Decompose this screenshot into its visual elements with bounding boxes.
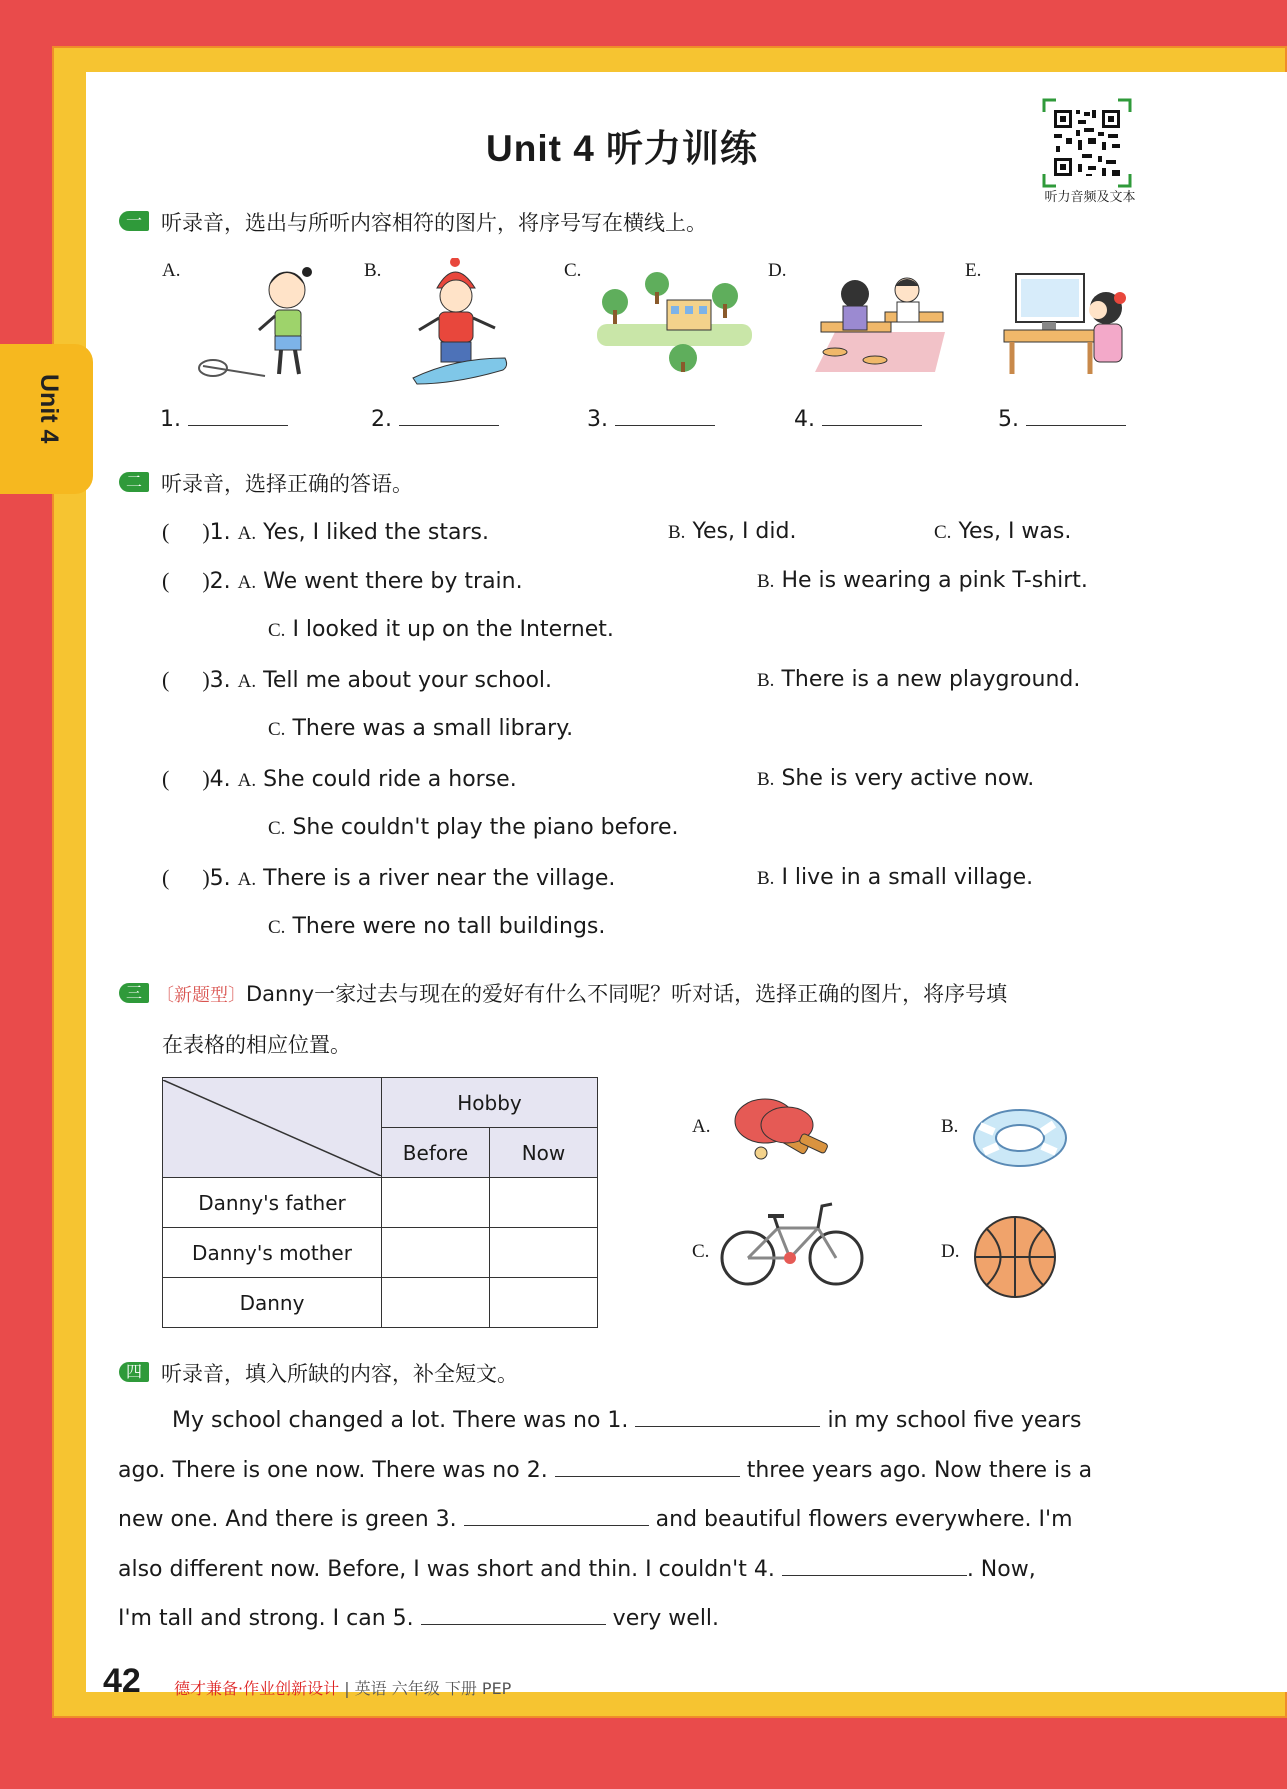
q5-option-b-wrap: B. I live in a small village.: [757, 865, 1034, 890]
unit-side-tab: [0, 344, 93, 494]
blank-3[interactable]: [587, 407, 715, 432]
hobby-pic-label-b: B.: [941, 1116, 959, 1137]
mother-before-cell[interactable]: [382, 1228, 490, 1278]
passage-blank-3[interactable]: [464, 1525, 649, 1526]
qr-code-icon[interactable]: [1042, 98, 1132, 188]
passage-blank-1[interactable]: [635, 1426, 820, 1427]
q4-option-c: She couldn't play the piano before.: [292, 815, 679, 840]
question-5: ( )5. A. There is a river near the village.: [162, 865, 616, 891]
hobby-pic-label-c: C.: [692, 1241, 710, 1262]
passage-text: new one. And there is green 3.: [118, 1507, 457, 1532]
passage-line-1: [118, 1408, 1214, 1433]
page-number: 42: [103, 1662, 141, 1700]
passage-blank-5[interactable]: [421, 1624, 606, 1625]
section-3-instruction-line1: Danny一家过去与现在的爱好有什么不同呢？听对话，选择正确的图片，将序号填: [246, 982, 1008, 1006]
section-3-badge: 三: [119, 983, 149, 1003]
passage-line-5: [118, 1606, 1160, 1631]
blank-4[interactable]: [794, 407, 922, 432]
girl-badminton-illustration: [195, 258, 330, 383]
footer-brand-name: 德才兼备·作业创新设计: [174, 1679, 340, 1698]
section-3-instruction: [156, 978, 1007, 1008]
qr-caption: 听力音频及文本: [1044, 190, 1136, 205]
girl-computer-illustration: [1002, 268, 1130, 376]
answer-bracket[interactable]: ( ): [162, 519, 210, 544]
passage-text: and beautiful flowers everywhere. I'm: [655, 1507, 1073, 1532]
blank-2[interactable]: [371, 407, 499, 432]
question-2: ( )2. A. We went there by train.: [162, 568, 523, 594]
q3-option-c: There was a small library.: [292, 716, 574, 741]
hobby-pic-label-d: D.: [941, 1241, 960, 1262]
hobby-header: Hobby: [382, 1078, 598, 1128]
danny-now-cell[interactable]: [490, 1278, 598, 1328]
question-5-number: 5.: [209, 866, 231, 891]
new-question-type-tag: 〔新题型〕: [156, 985, 246, 1006]
q5-option-b: I live in a small village.: [781, 865, 1034, 890]
passage-text: three years ago. Now there is a: [746, 1458, 1093, 1483]
bicycle-icon: [718, 1198, 866, 1290]
q5-option-c-wrap: C. There were no tall buildings.: [268, 914, 606, 939]
passage-text: ago. There is one now. There was no 2.: [118, 1458, 548, 1483]
q5-option-a: There is a river near the village.: [263, 866, 616, 891]
hobby-pic-label-a: A.: [692, 1116, 711, 1137]
passage-blank-2[interactable]: [555, 1476, 740, 1477]
boy-skateboard-illustration: [405, 258, 515, 386]
section-1-badge: 一: [119, 211, 149, 231]
question-4-number: 4.: [209, 767, 231, 792]
unit-side-tab-label: Unit 4: [35, 374, 63, 444]
classroom-illustration: [815, 272, 945, 372]
page-title: Unit 4 听力训练: [486, 128, 759, 169]
danny-before-cell[interactable]: [382, 1278, 490, 1328]
q4-option-b-wrap: B. She is very active now.: [757, 766, 1035, 791]
q1-option-c-wrap: C. Yes, I was.: [934, 519, 1072, 544]
father-before-cell[interactable]: [382, 1178, 490, 1228]
hobby-table: [162, 1077, 598, 1328]
section-2-instruction: 听录音，选择正确的答语。: [161, 472, 413, 496]
row-label-mother: Danny's mother: [163, 1228, 382, 1278]
passage-text: I'm tall and strong. I can 5.: [118, 1606, 414, 1631]
row-label-danny: Danny: [163, 1278, 382, 1328]
pic-label-a: A.: [162, 260, 181, 281]
q1-option-b-wrap: B. Yes, I did.: [668, 519, 797, 544]
question-3: ( )3. A. Tell me about your school.: [162, 667, 553, 693]
q5-option-c: There were no tall buildings.: [292, 914, 606, 939]
q2-option-c: I looked it up on the Internet.: [292, 617, 614, 642]
passage-text: in my school five years: [827, 1408, 1082, 1433]
pic-label-d: D.: [768, 260, 787, 281]
q2-option-b: He is wearing a pink T-shirt.: [781, 568, 1088, 593]
ping-pong-paddles-icon: [725, 1093, 835, 1165]
q3-option-b: There is a new playground.: [781, 667, 1081, 692]
school-park-illustration: [597, 272, 752, 372]
section-3-instruction-line2: 在表格的相应位置。: [162, 1033, 351, 1057]
section-2-badge: 二: [119, 472, 149, 492]
passage-line-4: [118, 1557, 1160, 1582]
q4-option-c-wrap: C. She couldn't play the piano before.: [268, 815, 679, 840]
question-2-number: 2.: [209, 569, 231, 594]
q2-option-b-wrap: B. He is wearing a pink T-shirt.: [757, 568, 1088, 593]
q1-option-b: Yes, I did.: [692, 519, 797, 544]
swim-ring-icon: [970, 1104, 1070, 1172]
answer-bracket[interactable]: ( ): [162, 568, 210, 593]
answer-bracket[interactable]: ( ): [162, 667, 210, 692]
passage-text: My school changed a lot. There was no 1.: [172, 1408, 629, 1433]
row-label-father: Danny's father: [163, 1178, 382, 1228]
blank-5[interactable]: [998, 407, 1126, 432]
blank-1-label: 1.: [160, 407, 181, 432]
blank-4-label: 4.: [794, 407, 815, 432]
q2-option-c-wrap: C. I looked it up on the Internet.: [268, 617, 614, 642]
table-row: [163, 1228, 598, 1278]
passage-blank-4[interactable]: [782, 1575, 967, 1576]
passage-text: very well.: [612, 1606, 720, 1631]
mother-now-cell[interactable]: [490, 1228, 598, 1278]
section-4-badge: 四: [119, 1362, 149, 1382]
blank-2-label: 2.: [371, 407, 392, 432]
q3-option-c-wrap: C. There was a small library.: [268, 716, 574, 741]
question-1-number: 1.: [209, 520, 231, 545]
section-1-instruction: 听录音，选出与所听内容相符的图片，将序号写在横线上。: [161, 211, 707, 235]
pic-label-e: E.: [965, 260, 982, 281]
before-header: Before: [382, 1128, 490, 1178]
answer-bracket[interactable]: ( ): [162, 865, 210, 890]
now-header: Now: [490, 1128, 598, 1178]
q3-option-b-wrap: B. There is a new playground.: [757, 667, 1081, 692]
q2-option-a: We went there by train.: [263, 569, 523, 594]
question-1: ( )1. A. Yes, I liked the stars.: [162, 519, 489, 545]
passage-text: . Now,: [966, 1557, 1036, 1582]
table-row: [163, 1178, 598, 1228]
passage-text: also different now. Before, I was short and thin. I couldn't 4.: [118, 1557, 775, 1582]
passage-line-3: [118, 1507, 1160, 1532]
q1-option-a: Yes, I liked the stars.: [263, 520, 489, 545]
basketball-icon: [972, 1214, 1058, 1300]
pic-label-c: C.: [564, 260, 582, 281]
q4-option-b: She is very active now.: [781, 766, 1035, 791]
table-corner-cell: [163, 1078, 382, 1178]
section-4-instruction: 听录音，填入所缺的内容，补全短文。: [161, 1362, 518, 1386]
q1-option-c: Yes, I was.: [958, 519, 1072, 544]
answer-bracket[interactable]: ( ): [162, 766, 210, 791]
footer-book-info: | 英语 六年级 下册 PEP: [344, 1679, 512, 1698]
blank-5-label: 5.: [998, 407, 1019, 432]
question-3-number: 3.: [209, 668, 231, 693]
question-4: ( )4. A. She could ride a horse.: [162, 766, 517, 792]
footer-brand: [174, 1676, 511, 1699]
q4-option-a: She could ride a horse.: [263, 767, 517, 792]
passage-line-2: [118, 1458, 1160, 1483]
blank-3-label: 3.: [587, 407, 608, 432]
table-row: [163, 1278, 598, 1328]
diagonal-line: [163, 1080, 381, 1176]
father-now-cell[interactable]: [490, 1178, 598, 1228]
q3-option-a: Tell me about your school.: [263, 668, 553, 693]
blank-1[interactable]: [160, 407, 288, 432]
pic-label-b: B.: [364, 260, 382, 281]
